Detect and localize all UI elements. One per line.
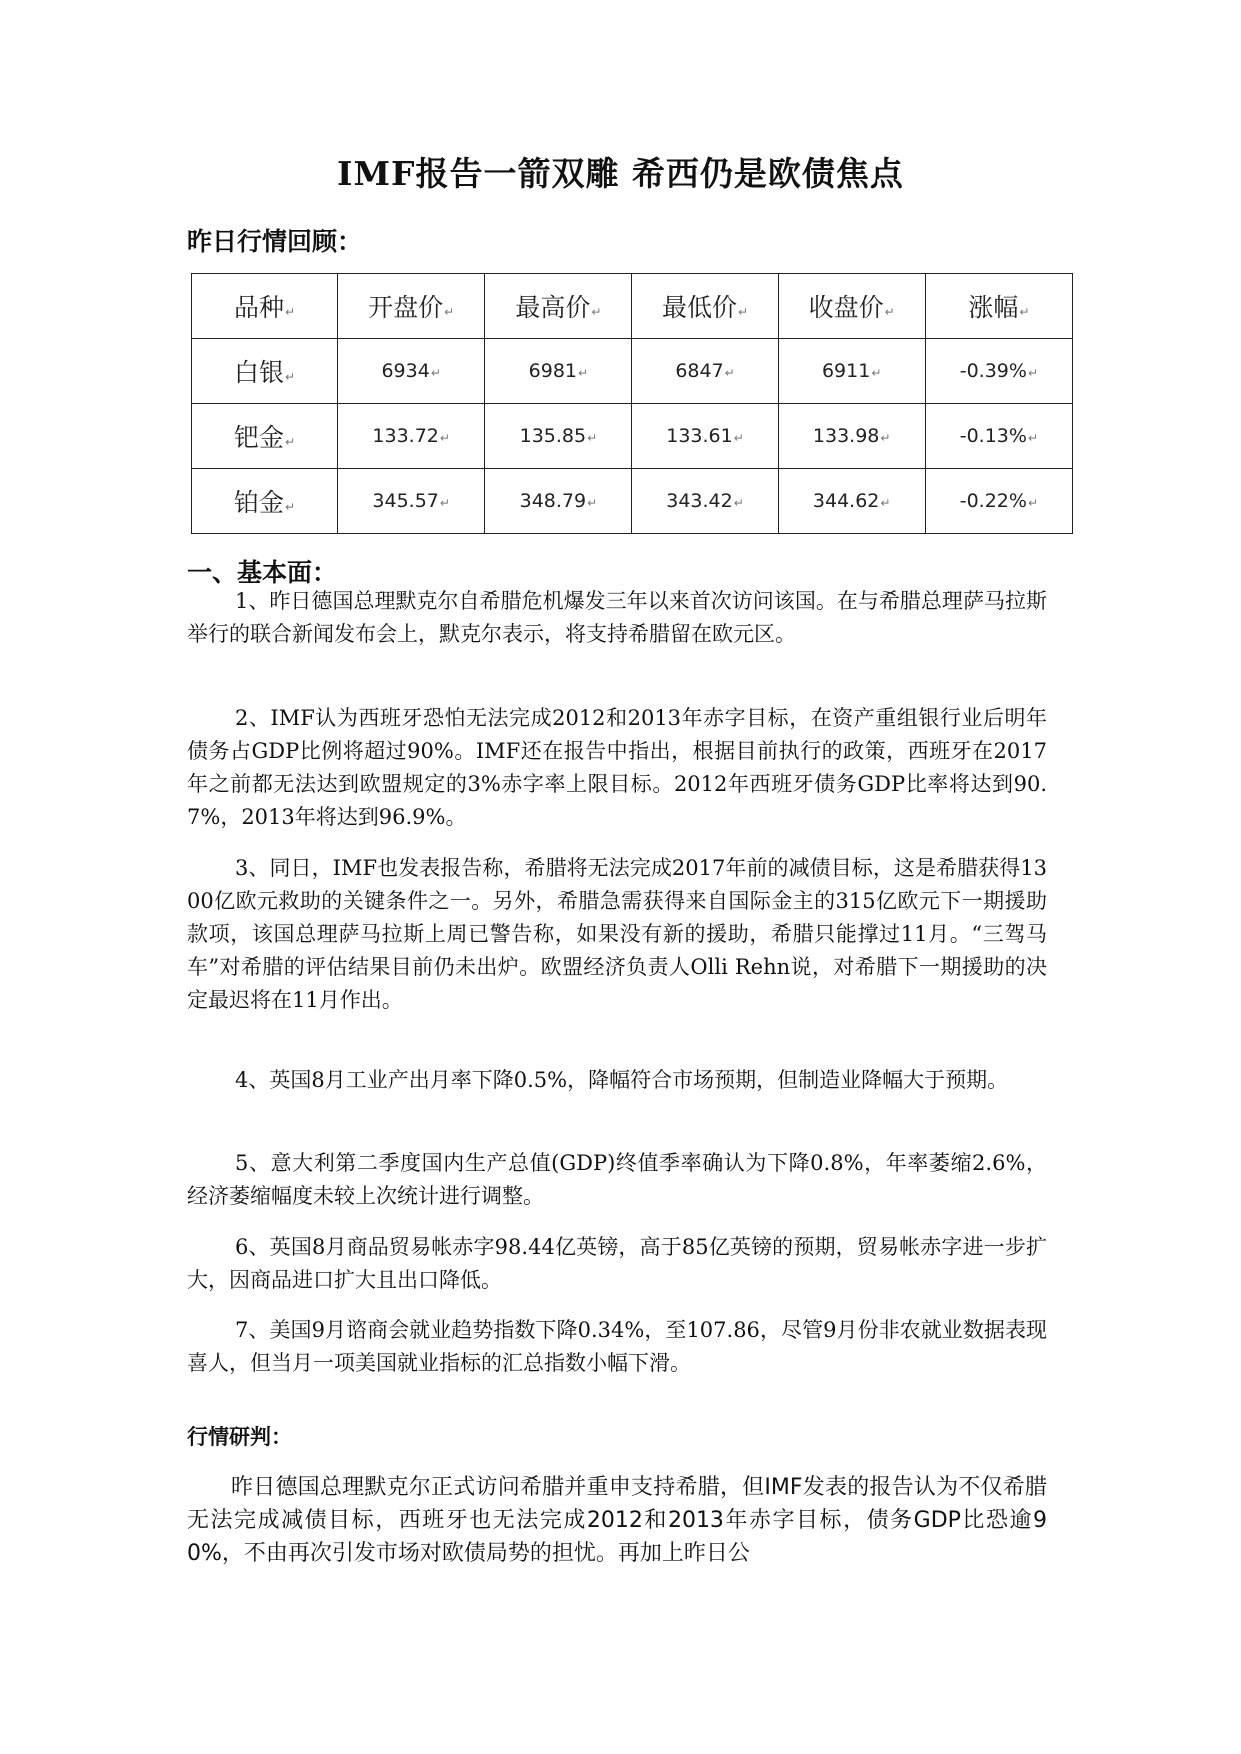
table-row [192, 339, 1073, 404]
table-header-row [192, 274, 1073, 339]
page-title: IMF报告一箭双雕 希西仍是欧债焦点 [337, 154, 904, 193]
paragraph-5: 5、意大利第二季度国内生产总值(GDP)终值季率确认为下降0.8%，年率萎缩2.6%，经济萎缩幅度未较上次统计进行调整。 [187, 1151, 1047, 1208]
table-cell: 6847↵ [632, 339, 778, 404]
table-row [192, 469, 1073, 534]
table-cell: 白银↵ [192, 339, 338, 404]
paragraph-6: 6、英国8月商品贸易帐赤字98.44亿英镑，高于85亿英镑的预期，贸易帐赤字进一步扩大，因商品进口扩大且出口降低。 [187, 1235, 1047, 1292]
table-cell: 344.62↵ [778, 469, 925, 534]
table-cell: 6934↵ [338, 339, 485, 404]
table-row [192, 404, 1073, 469]
table-cell: 133.61↵ [632, 404, 778, 469]
table-cell: 348.79↵ [485, 469, 632, 534]
table-cell: -0.22%↵ [925, 469, 1072, 534]
table-cell: 343.42↵ [632, 469, 778, 534]
paragraph-3: 3、同日，IMF也发表报告称，希腊将无法完成2017年前的减债目标，这是希腊获得1300亿欧元救助的关键条件之一。另外，希腊急需获得来自国际金主的315亿欧元下一期援助款项，该国总理萨马拉斯上周已警告称，如果没有新的援助，希腊只能撑过11月。“三驾马车”对希腊的评估结果目前仍未出炉。欧盟经济负责人Olli Rehn说，对希腊下一期援助的决定最迟将在11月作出。 [187, 856, 1047, 1012]
table-cell: 6981↵ [485, 339, 632, 404]
paragraph-4: 4、英国8月工业产出月率下降0.5%，降幅符合市场预期，但制造业降幅大于预期。 [235, 1068, 1009, 1092]
analysis-heading: 行情研判： [187, 1425, 292, 1449]
table-cell: 钯金↵ [192, 404, 338, 469]
table-cell: 铂金↵ [192, 469, 338, 534]
table-cell: 6911↵ [778, 339, 925, 404]
table-cell: 135.85↵ [485, 404, 632, 469]
paragraph-2: 2、IMF认为西班牙恐怕无法完成2012和2013年赤字目标，在资产重组银行业后明年债务占GDP比例将超过90%。IMF还在报告中指出，根据目前执行的政策，西班牙在2017年之前都无法达到欧盟规定的3%赤字率上限目标。2012年西班牙债务GDP比率将达到90.7%，2013年将达到96.9%。 [187, 706, 1047, 829]
table-cell: 133.72↵ [338, 404, 485, 469]
paragraph-7: 7、美国9月谘商会就业趋势指数下降0.34%，至107.86，尽管9月份非农就业数据表现喜人，但当月一项美国就业指标的汇总指数小幅下滑。 [187, 1318, 1047, 1375]
column-header: 品种↵ [192, 274, 338, 339]
column-header: 开盘价↵ [338, 274, 485, 339]
column-header: 最低价↵ [632, 274, 778, 339]
table-cell: -0.39%↵ [925, 339, 1072, 404]
column-header: 收盘价↵ [778, 274, 925, 339]
analysis-paragraph: 昨日德国总理默克尔正式访问希腊并重申支持希腊，但IMF发表的报告认为不仅希腊无法完成减债目标，西班牙也无法完成2012和2013年赤字目标，债务GDP比恐逾90%，不由再次引发市场对欧债局势的担忧。再加上昨日公 [187, 1475, 1047, 1566]
paragraph-1: 1、昨日德国总理默克尔自希腊危机爆发三年以来首次访问该国。在与希腊总理萨马拉斯举行的联合新闻发布会上，默克尔表示，将支持希腊留在欧元区。 [187, 589, 1047, 646]
table-cell: 345.57↵ [338, 469, 485, 534]
basics-heading: 一、基本面： [187, 558, 338, 587]
table-cell: 133.98↵ [778, 404, 925, 469]
column-header: 涨幅↵ [925, 274, 1072, 339]
review-heading: 昨日行情回顾： [187, 227, 363, 256]
table-cell: -0.13%↵ [925, 404, 1072, 469]
quotes-table [191, 273, 1073, 534]
column-header: 最高价↵ [485, 274, 632, 339]
